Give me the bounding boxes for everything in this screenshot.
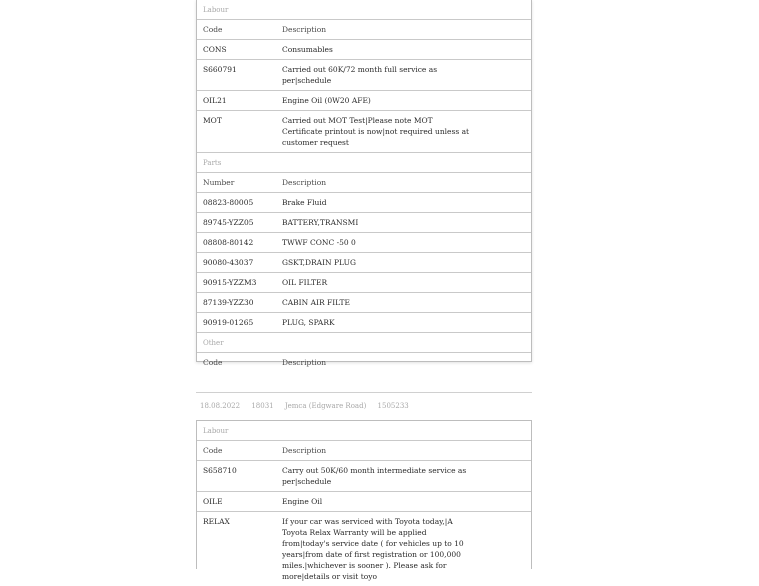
part-number: 89745-YZZ05 [203,218,254,227]
service-record-card-2 [196,420,532,581]
table-row [197,461,531,492]
part-description: TWWF CONC -50 0 [282,238,356,247]
labour-description: Carry out 50K/60 month intermediate service as per|schedule [282,466,467,486]
labour-code: S658710 [203,466,237,475]
table-row [197,233,531,253]
part-description: CABIN AIR FILTE [282,298,350,307]
code-column-header: Code [203,446,223,455]
labour-header-row [197,441,531,461]
labour-description: Engine Oil [282,497,323,506]
part-number: 90919-01265 [203,318,254,327]
description-column-header: Description [282,446,327,455]
labour-description: If your car was serviced with Toyota today,|A Toyota Relax Warranty will be applied from|today's service date ( for vehicles up to 10 years|from date of first registration or 100,000 miles.|whichever is sooner ). Please ask for more|details or visit toyo [282,517,464,581]
table-row [197,91,531,111]
dealer-name: Jemca (Edgware Road) [284,402,367,410]
number-column-header: Number [203,178,235,187]
part-number: 90080-43037 [203,258,254,267]
part-description: Brake Fluid [282,198,327,207]
part-number: 08808-80142 [203,238,254,247]
table-row [197,213,531,233]
service-record-card-1 [196,0,532,367]
part-number: 87139-YZZ30 [203,298,254,307]
table-row [197,111,531,153]
table-row [197,492,531,512]
labour-code: OIL21 [203,96,227,105]
labour-code: RELAX [203,517,230,526]
table-row [197,60,531,91]
service-date: 18.08.2022 [200,402,241,410]
parts-section-title: Parts [197,153,531,173]
table-row [197,293,531,313]
part-description: PLUG, SPARK [282,318,335,327]
labour-code: CONS [203,45,227,54]
table-row [197,273,531,293]
part-description: OIL FILTER [282,278,328,287]
parts-header-row [197,173,531,193]
service-meta-line [196,392,532,420]
table-row [197,253,531,273]
labour-section-title: Labour [197,421,531,441]
code-column-header: Code [203,358,223,367]
code-column-header: Code [203,25,223,34]
labour-code: S660791 [203,65,237,74]
labour-code: MOT [203,116,222,125]
labour-description: Consumables [282,45,333,54]
labour-description: Carried out 60K/72 month full service as per|schedule [282,65,438,85]
table-row [197,193,531,213]
description-column-header: Description [282,178,327,187]
part-number: 08823-80005 [203,198,254,207]
table-row [197,512,531,586]
description-column-header: Description [282,358,327,367]
service-reference: 1505233 [377,402,409,410]
part-description: GSKT,DRAIN PLUG [282,258,356,267]
description-column-header: Description [282,25,327,34]
labour-section-title: Labour [197,0,531,20]
part-description: BATTERY,TRANSMI [282,218,359,227]
service-mileage: 18031 [251,402,274,410]
table-row [197,313,531,333]
other-header-row [197,353,531,372]
labour-code: OILE [203,497,223,506]
other-section-title: Other [197,333,531,353]
labour-description: Carried out MOT Test|Please note MOT Certificate printout is now|not required unless at customer request [282,116,470,147]
table-row [197,40,531,60]
labour-description: Engine Oil (0W20 AFE) [282,96,371,105]
part-number: 90915-YZZM3 [203,278,257,287]
labour-header-row [197,20,531,40]
